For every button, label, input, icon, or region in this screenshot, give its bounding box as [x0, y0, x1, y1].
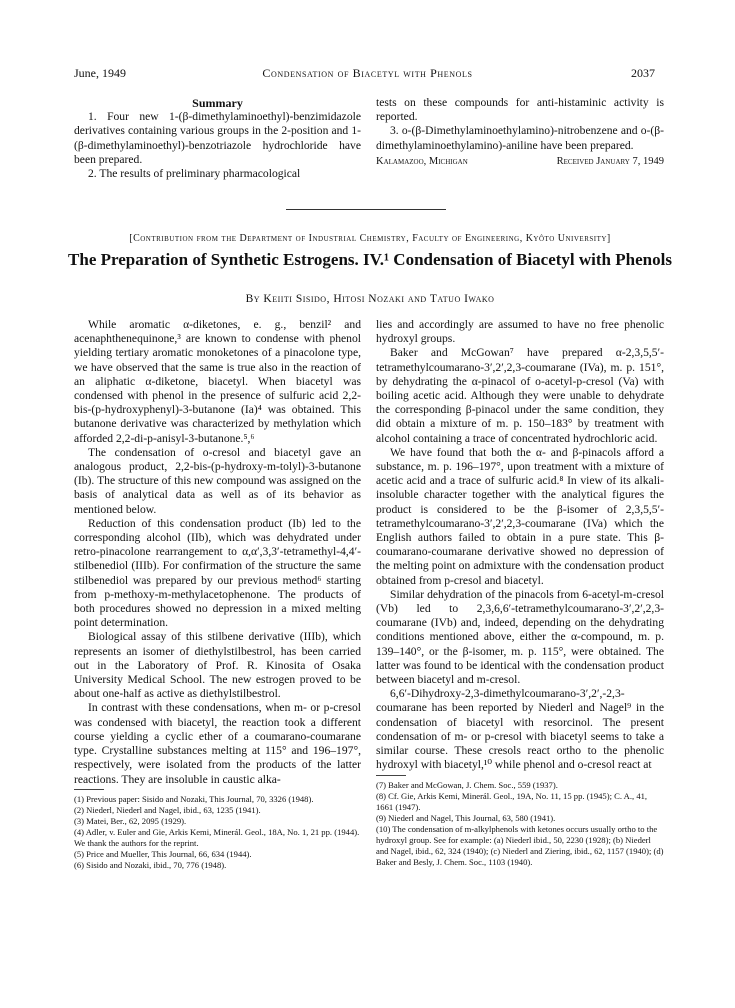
article-title: The Preparation of Synthetic Estrogens. IV.¹ Condensation of Biacetyl with Phenols	[68, 250, 672, 269]
footnote: (3) Matei, Ber., 62, 2095 (1929).	[74, 815, 187, 826]
right-paragraph-5: 6,6′-Dihydroxy-2,3-dimethylcoumarano-3′,2′,-2,3-coumarane has been reported by Niederl and Nagel⁹ in the condensation of biacetyl with resorcinol. The present condensation of m- or p-cresol with biacetyl seems to take a similar course. These cresols react ortho to the phenolic hydroxyl with biacetyl,¹⁰ while phenol and o-cresol react at	[376, 687, 664, 772]
summary-right-column	[376, 96, 664, 169]
footnote: (10) The condensation of m-alkylphenols with ketones occurs usually ortho to the hydroxyl group. See for example: (a) Niederl ibid., 50, 2230 (1928); (b) Niederl and Nagel, ibid., 62, 324 (1940); (c) Niederl and Ziering, ibid., 62, 1157 (1940); (d) Baker and Besly, J. Chem. Soc., 1103 (1940).	[376, 823, 664, 867]
summary-item-2: 2. The results of preliminary pharmacological	[88, 167, 301, 181]
left-paragraph-4: Biological assay of this stilbene derivative (IIIb), which represents an isomer of diethylstilbestrol, has been carried out in the Laboratory of Prof. R. Kinosita of Osaka University Medical School. The new estrogen proved to be about one-half as active as diethylstilbestrol.	[74, 630, 361, 701]
place: Kalamazoo, Michigan	[376, 155, 468, 167]
right-paragraph-3: We have found that both the α- and β-pinacols afford a substance, m. p. 196–197°, upon treatment with a mixture of acetic acid and a trace of sulfuric acid.⁸ In view of its alkali-insoluble character together with the analytical figures the product is considered to be the β-isomer of 2,3,5,5′-tetramethylcoumarano-3′,2′,2,3-coumarane (IVa) which the English authors failed to obtain in a pure state. This β-coumarano-coumarane derivative showed no depression of the melting point on admixture with the condensation product obtained from p-cresol and biacetyl.	[376, 445, 664, 587]
running-title: Condensation of Biacetyl with Phenols	[262, 66, 473, 80]
body-right-column	[376, 318, 664, 868]
body-left-column	[74, 318, 361, 871]
header-date: June, 1949	[74, 66, 126, 80]
summary-item-3: 3. o-(β-Dimethylaminoethylamino)-nitrobenzene and o-(β-dimethylaminoethylamino)-aniline have been prepared.	[376, 124, 664, 152]
right-paragraph-1: lies and accordingly are assumed to have no free phenolic hydroxyl groups.	[376, 318, 664, 346]
footnote: (7) Baker and McGowan, J. Chem. Soc., 559 (1937).	[376, 779, 558, 790]
left-paragraph-5: In contrast with these condensations, when m- or p-cresol was condensed with biacetyl, the reaction took a different course yielding a cyclic ether of a coumarano-coumarane type. Crystalline substances melting at 115° and 196–197°, respectively, were isolated from the products of the latter reactions. They are insoluble in caustic alka-	[74, 701, 361, 786]
footnote: (6) Sisido and Nozaki, ibid., 70, 776 (1948).	[74, 859, 227, 870]
footnote: (8) Cf. Gie, Arkis Kemi, Minerál. Geol., 19A, No. 11, 15 pp. (1945); C. A., 41, 1661 (1947).	[376, 790, 648, 812]
summary-left-column	[74, 96, 361, 181]
place-received-line	[376, 155, 664, 169]
footnote: (2) Niederl, Niederl and Nagel, ibid., 63, 1235 (1941).	[74, 804, 261, 815]
page-number: 2037	[631, 66, 655, 80]
summary-item-1: 1. Four new 1-(β-dimethylaminoethyl)-benzimidazole derivatives containing various groups in the 2-position and 1-(β-dimethylaminoethyl)-benzotriazole hydrochloride have been prepared.	[74, 110, 361, 166]
footnote-rule-right	[376, 775, 406, 776]
right-paragraph-2: Baker and McGowan⁷ have prepared α-2,3,5,5′-tetramethylcoumarano-3′,2′,2,3-coumarane (IVa), m. p. 151°, by dehydrating the α-pinacol of o-acetyl-p-cresol (Va) with boiling acetic acid. Although they were unable to dehydrate the corresponding β-pinacol under the same condition, they did obtain a mixture of m. p. 150–183° by treatment with alcohol containing a trace of concentrated hydrochloric acid.	[376, 346, 664, 445]
footnote: (1) Previous paper: Sisido and Nozaki, This Journal, 70, 3326 (1948).	[74, 793, 314, 804]
footnote: (4) Adler, v. Euler and Gie, Arkis Kemi, Minerál. Geol., 18A, No. 1, 21 pp. (1944). We thank the authors for the reprint.	[74, 826, 360, 848]
summary-item-2-continued: tests on these compounds for anti-histaminic activity is reported.	[376, 96, 664, 124]
right-paragraph-4: Similar dehydration of the pinacols from 6-acetyl-m-cresol (Vb) led to 2,3,6,6′-tetramethylcoumarano-3′,2′,2,3-coumarane (IVb) and, indeed, depending on the dehydrating conditions mentioned above, either the α-compound, m. p. 139–140°, or the β-isomer, m. p. 115°, were obtained. The latter was found to be identical with the condensation product between biacetyl and m-cresol.	[376, 587, 664, 687]
footnote: (5) Price and Mueller, This Journal, 66, 634 (1944).	[74, 848, 252, 859]
left-paragraph-3: Reduction of this condensation product (Ib) led to the corresponding alcohol (IIb), which was dehydrated under retro-pinacolone rearrangement to α,α′,3,3′-tetramethyl-4,4′-stilbenediol (IIIb). For confirmation of the structure the same stilbenediol was prepared by our previous method⁶ starting from p-methoxy-m-methylacetophenone. The products of both procedures showed no depression in a mixed melting point determination.	[74, 516, 361, 630]
footnotes-left	[74, 794, 361, 871]
contribution-line: [Contribution from the Department of Industrial Chemistry, Faculty of Engineering, Kyôto University]	[129, 233, 611, 244]
footnotes-right	[376, 780, 664, 868]
section-divider	[286, 209, 446, 210]
footnote-rule-left	[74, 789, 104, 790]
article-authors: By Keiiti Sisido, Hitosi Nozaki and Tatuo Iwako	[245, 293, 495, 305]
left-paragraph-1: While aromatic α-diketones, e. g., benzil² and acenaphthenequinone,³ are known to condense with phenol yielding tertiary aromatic monoketones of a pinacolone type, we have observed that the same is true also in the reaction of an aliphatic α-diketone, biacetyl. When biacetyl was condensed with phenol in the presence of sulfuric acid 2,2-bis-(p-hydroxyphenyl)-3-butanone (Ia)⁴ was obtained. This butanone derivative was characterized by methylation which afforded 2,2-di-p-anisyl-3-butanone.⁵,⁶	[74, 318, 361, 445]
summary-heading: Summary	[192, 96, 243, 110]
received-date: Received January 7, 1949	[556, 155, 664, 167]
footnote: (9) Niederl and Nagel, This Journal, 63, 580 (1941).	[376, 812, 556, 823]
left-paragraph-2: The condensation of o-cresol and biacetyl gave an analogous product, 2,2-bis-(p-hydroxy-m-tolyl)-3-butanone (Ib). The structure of this new compound was assigned on the basis of analytical data as well as of its behavior as mentioned below.	[74, 445, 361, 516]
